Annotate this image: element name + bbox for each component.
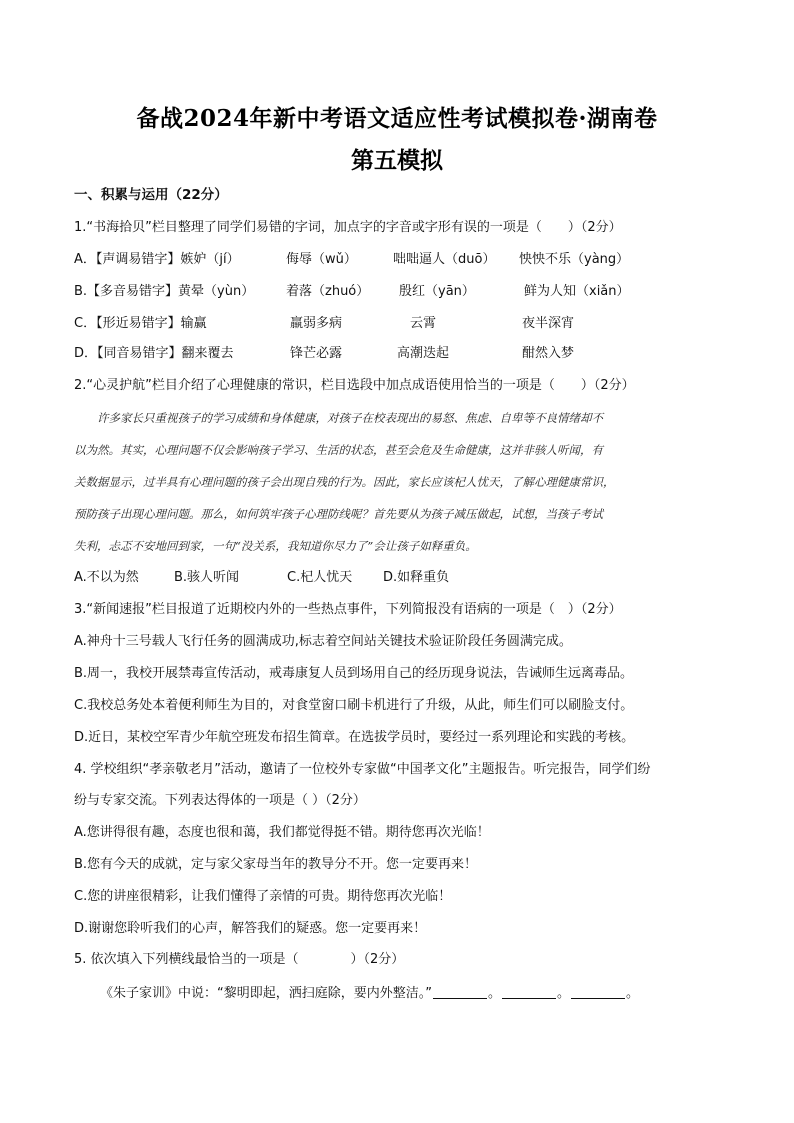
exam-subtitle: 第五模拟 <box>351 147 443 174</box>
q1-option-c-word4: 夜半深宵 <box>522 316 575 331</box>
fill-blank[interactable] <box>502 985 556 999</box>
q5-punct: 。 <box>487 986 501 1001</box>
q1-option-b: B.【多音易错字】黄晕（yùn） <box>74 284 255 299</box>
q1-option-d: D．【同音易错字】翻来覆去 <box>74 346 234 361</box>
q1-option-c-word3: 云霄 <box>410 316 437 331</box>
q5-stem: 5. 依次填入下列横线最恰当的一项是（ ）（2分） <box>74 952 405 967</box>
q1-option-d-word2: 锋芒必露 <box>290 346 343 361</box>
section-heading: 一、积累与运用（22分） <box>74 187 228 203</box>
fill-blank[interactable] <box>433 985 487 999</box>
q2-stem: 2.“心灵护航”栏目介绍了心理健康的常识，栏目选段中加点成语使用恰当的一项是（ ）（2分） <box>74 378 635 393</box>
q4-option-b: B.您有今天的成就，定与家父家母当年的教导分不开。您一定要再来！ <box>74 857 478 872</box>
q1-option-b-word4: 鲜为人知（xiǎn） <box>524 284 630 299</box>
fill-blank[interactable] <box>571 985 625 999</box>
q2-option-b: B.骇人听闻 <box>174 570 240 585</box>
q1-option-a-word4: 怏怏不乐（yàng） <box>519 252 630 267</box>
q1-option-b-word3: 殷红（yān） <box>399 284 475 299</box>
q3-option-b: B.周一，我校开展禁毒宣传活动，戒毒康复人员到场用自己的经历现身说法，告诫师生远离毒品。 <box>74 666 634 681</box>
q5-punct: 。 <box>557 986 571 1001</box>
q3-option-a: A.神舟十三号载人飞行任务的圆满成功,标志着空间站关键技术验证阶段任务圆满完成。 <box>74 634 572 649</box>
q4-option-d: D.谢谢您聆听我们的心声，解答我们的疑惑。您一定要再来！ <box>74 921 427 936</box>
q1-option-c: C．【形近易错字】输赢 <box>74 316 207 331</box>
q4-stem: 4. 学校组织“孝亲敬老月”活动，邀请了一位校外专家做“中国孝文化”主题报告。听完报告，同学们纷 <box>74 762 651 777</box>
q2-passage-line: 预防孩子出现心理问题。那么，如何筑牢孩子心理防线呢？首先要从为孩子减压做起，试想，当孩子考试 <box>74 507 603 521</box>
q1-option-a: A．【声调易错字】嫉妒（jí） <box>74 252 240 267</box>
q2-option-d: D.如释重负 <box>383 570 450 585</box>
q2-option-c: C.杞人忧天 <box>287 570 353 585</box>
q1-option-a-word3: 咄咄逼人（duō） <box>393 252 496 267</box>
q5-quote: 《朱子家训》中说：“黎明即起，洒扫庭除，要内外整洁。” <box>100 986 432 1001</box>
q1-stem: 1.“书海拾贝”栏目整理了同学们易错的字词，加点字的字音或字形有误的一项是（ ）（2分） <box>74 220 622 235</box>
q1-option-b-word2: 着落（zhuó） <box>286 284 370 299</box>
q5-quote-line <box>100 985 639 1002</box>
exam-title: 备战2024年新中考语文适应性考试模拟卷·湖南卷 <box>136 105 658 132</box>
q1-option-d-word3: 高潮迭起 <box>397 346 450 361</box>
q1-option-c-word2: 羸弱多病 <box>290 316 343 331</box>
q2-passage-line: 许多家长只重视孩子的学习成绩和身体健康，对孩子在校表现出的易怒、焦虑、自卑等不良情绪却不 <box>74 411 603 425</box>
q1-option-a-word2: 侮辱（wǔ） <box>286 252 357 267</box>
q4-stem-continued: 纷与专家交流。下列表达得体的一项是（ ）（2分） <box>74 793 366 808</box>
q4-option-c: C.您的讲座很精彩，让我们懂得了亲情的可贵。期待您再次光临！ <box>74 889 452 904</box>
q2-passage-line: 失利，忐忑不安地回到家，一句“没关系，我知道你尽力了”会让孩子如释重负。 <box>74 539 477 553</box>
q2-option-a: A.不以为然 <box>74 570 139 585</box>
q1-option-d-word4: 酣然入梦 <box>522 346 575 361</box>
q3-option-d: D.近日，某校空军青少年航空班发布招生简章。在选拔学员时，要经过一系列理论和实践的考核。 <box>74 730 635 745</box>
q4-option-a: A.您讲得很有趣，态度也很和蔼，我们都觉得挺不错。期待您再次光临！ <box>74 825 490 840</box>
q5-punct: 。 <box>626 986 640 1001</box>
q2-passage-line: 以为然。其实，心理问题不仅会影响孩子学习、生活的状态，甚至会危及生命健康，这并非骇人听闻，有 <box>74 443 603 457</box>
q3-stem: 3.“新闻速报”栏目报道了近期校内外的一些热点事件，下列简报没有语病的一项是（ ）（2分） <box>74 602 622 617</box>
q2-passage-line: 关数据显示，过半具有心理问题的孩子会出现自残的行为。因此，家长应该杞人忧天，了解心理健康常识， <box>74 475 615 489</box>
q3-option-c: C.我校总务处本着便利师生为目的，对食堂窗口刷卡机进行了升级，从此，师生们可以刷脸支付。 <box>74 698 634 713</box>
